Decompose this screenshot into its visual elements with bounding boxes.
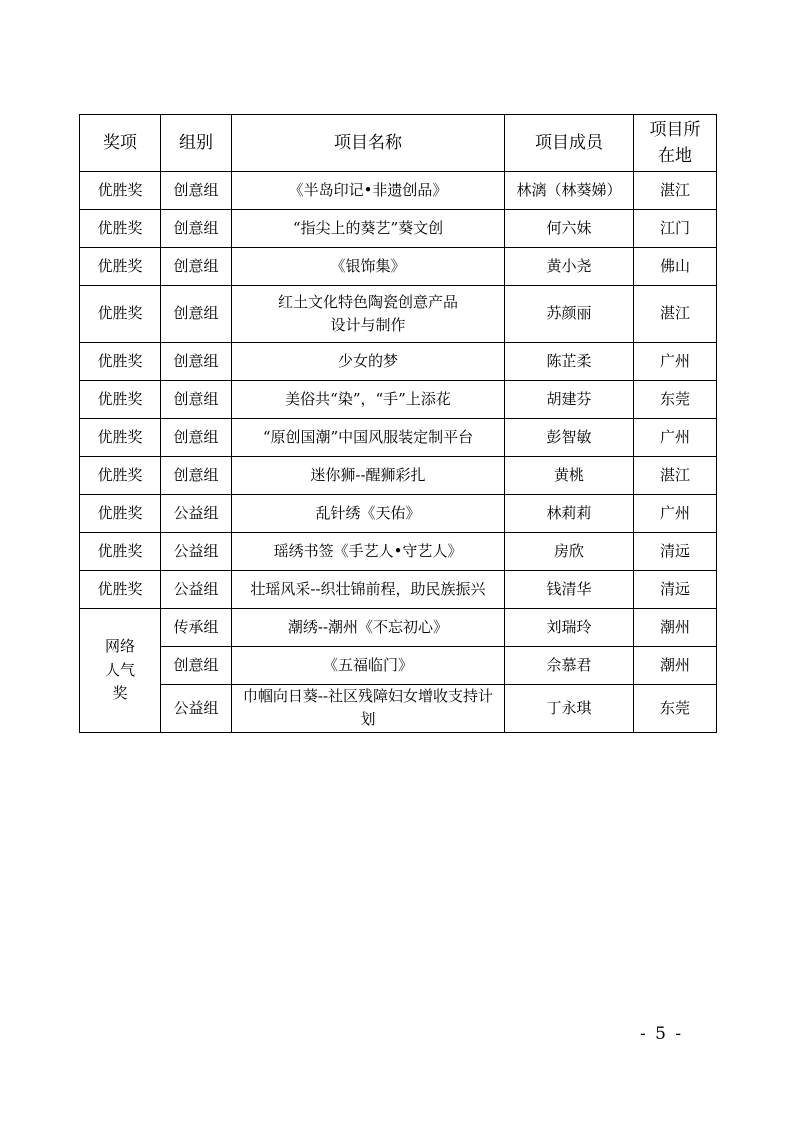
cell-group: 创意组 (161, 210, 232, 248)
cell-project-name: 《半岛印记•非遗创品》 (232, 172, 505, 210)
cell-award: 优胜奖 (80, 210, 161, 248)
cell-project-name: 美俗共“染”，“手”上添花 (232, 381, 505, 419)
cell-group: 创意组 (161, 248, 232, 286)
cell-award: 优胜奖 (80, 286, 161, 343)
table-row (80, 609, 717, 647)
cell-project-name: 瑶绣书签《手艺人•守艺人》 (232, 533, 505, 571)
cell-location: 湛江 (634, 286, 717, 343)
cell-location: 广州 (634, 419, 717, 457)
cell-members: 苏颜丽 (505, 286, 634, 343)
award-table (79, 114, 717, 733)
cell-group: 创意组 (161, 647, 232, 685)
cell-award-popularity: 网络人气奖 (80, 609, 161, 733)
table-row (80, 343, 717, 381)
cell-award: 优胜奖 (80, 248, 161, 286)
cell-group: 创意组 (161, 457, 232, 495)
cell-group: 公益组 (161, 685, 232, 733)
cell-award: 优胜奖 (80, 381, 161, 419)
cell-group: 公益组 (161, 533, 232, 571)
cell-project-name: 巾帼向日葵--社区残障妇女增收支持计划 (232, 685, 505, 733)
cell-award: 优胜奖 (80, 343, 161, 381)
cell-project-name: 潮绣--潮州《不忘初心》 (232, 609, 505, 647)
header-project-name: 项目名称 (232, 115, 505, 172)
cell-group: 创意组 (161, 381, 232, 419)
cell-members: 钱清华 (505, 571, 634, 609)
header-group: 组别 (161, 115, 232, 172)
table-row (80, 381, 717, 419)
cell-location: 江门 (634, 210, 717, 248)
cell-project-name: “指尖上的葵艺”葵文创 (232, 210, 505, 248)
cell-group: 创意组 (161, 419, 232, 457)
cell-members: 佘慕君 (505, 647, 634, 685)
cell-location: 湛江 (634, 457, 717, 495)
cell-group: 公益组 (161, 495, 232, 533)
header-award: 奖项 (80, 115, 161, 172)
table-row (80, 172, 717, 210)
cell-members: 丁永琪 (505, 685, 634, 733)
cell-project-name: 少女的梦 (232, 343, 505, 381)
header-members: 项目成员 (505, 115, 634, 172)
page-number: - 5 - (640, 1024, 684, 1044)
cell-members: 房欣 (505, 533, 634, 571)
table-row (80, 571, 717, 609)
cell-members: 林漓（林葵娣） (505, 172, 634, 210)
cell-award: 优胜奖 (80, 533, 161, 571)
cell-location: 东莞 (634, 685, 717, 733)
table-row (80, 533, 717, 571)
cell-group: 创意组 (161, 343, 232, 381)
cell-location: 东莞 (634, 381, 717, 419)
cell-location: 湛江 (634, 172, 717, 210)
cell-award: 优胜奖 (80, 495, 161, 533)
cell-members: 林莉莉 (505, 495, 634, 533)
table-header-row (80, 115, 717, 172)
cell-members: 黄小尧 (505, 248, 634, 286)
cell-group: 传承组 (161, 609, 232, 647)
table-row (80, 457, 717, 495)
cell-project-name: “原创国潮”中国风服装定制平台 (232, 419, 505, 457)
cell-location: 清远 (634, 533, 717, 571)
cell-location: 广州 (634, 343, 717, 381)
table-row (80, 647, 717, 685)
table-body (80, 172, 717, 733)
table-row (80, 248, 717, 286)
cell-project-name: 《五福临门》 (232, 647, 505, 685)
table-row (80, 685, 717, 733)
header-location: 项目所在地 (634, 115, 717, 172)
table-row (80, 495, 717, 533)
cell-project-name: 乱针绣《天佑》 (232, 495, 505, 533)
cell-group: 创意组 (161, 172, 232, 210)
cell-group: 创意组 (161, 286, 232, 343)
cell-members: 陈芷柔 (505, 343, 634, 381)
cell-project-name: 迷你狮--醒狮彩扎 (232, 457, 505, 495)
cell-members: 彭智敏 (505, 419, 634, 457)
cell-members: 胡建芬 (505, 381, 634, 419)
cell-location: 广州 (634, 495, 717, 533)
cell-award: 优胜奖 (80, 419, 161, 457)
cell-group: 公益组 (161, 571, 232, 609)
cell-project-name: 红土文化特色陶瓷创意产品设计与制作 (232, 286, 505, 343)
table-row (80, 210, 717, 248)
cell-project-name: 壮瑶风采--织壮锦前程，助民族振兴 (232, 571, 505, 609)
cell-members: 何六妹 (505, 210, 634, 248)
cell-location: 清远 (634, 571, 717, 609)
cell-members: 刘瑞玲 (505, 609, 634, 647)
cell-award: 优胜奖 (80, 457, 161, 495)
cell-award: 优胜奖 (80, 172, 161, 210)
table-row (80, 419, 717, 457)
cell-location: 潮州 (634, 609, 717, 647)
table-row (80, 286, 717, 343)
cell-location: 潮州 (634, 647, 717, 685)
cell-members: 黄桃 (505, 457, 634, 495)
cell-location: 佛山 (634, 248, 717, 286)
cell-award: 优胜奖 (80, 571, 161, 609)
cell-project-name: 《银饰集》 (232, 248, 505, 286)
